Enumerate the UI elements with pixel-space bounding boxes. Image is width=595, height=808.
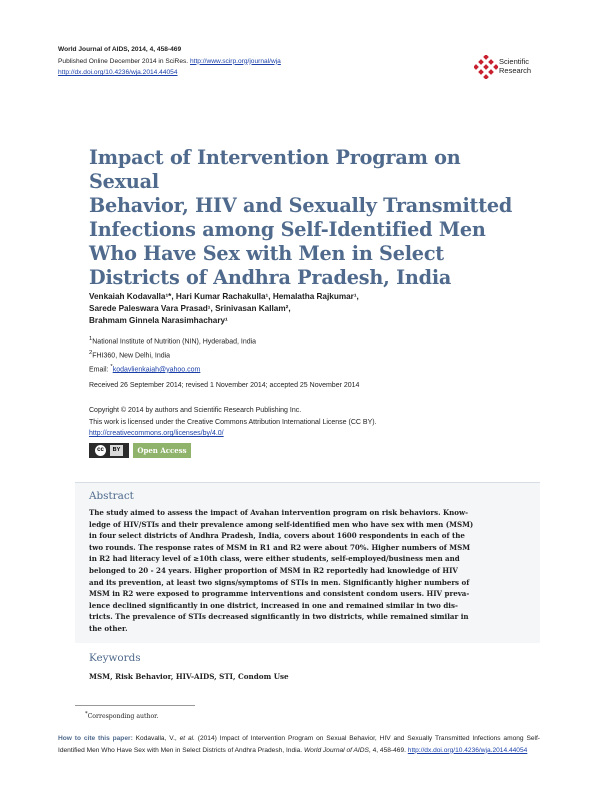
journal-header — [58, 44, 281, 79]
corresponding-author-note: *Corresponding author. — [85, 711, 159, 721]
open-access-badge[interactable]: Open Access — [133, 443, 191, 458]
abstract-heading: Abstract — [89, 490, 134, 502]
citation-label: How to cite this paper: — [58, 735, 133, 742]
received-dates: Received 26 September 2014; revised 1 November 2014; accepted 25 November 2014 — [89, 382, 360, 389]
citation-doi-link[interactable]: http://dx.doi.org/10.4236/wja.2014.44054 — [407, 746, 528, 754]
logo-wordmark: Scientific Research — [499, 57, 532, 75]
keywords-text: MSM, Risk Behavior, HIV-AIDS, STI, Condom Use — [89, 672, 289, 681]
author-list: Venkaiah Kodavalla¹*, Hari Kumar Rachakulla¹, Hemalatha Rajkumar¹, Sarede Paleswara Vara Prasad¹, Srinivasan Kallam², Brahmam Ginnela Narasimhachary¹ — [89, 292, 359, 325]
copyright-block: Copyright © 2014 by authors and Scientific Research Publishing Inc. This work is licensed under the Creative Commons Attribution International License (CC BY). http://creativecommons.org/licenses/by/4.0/ — [89, 407, 377, 437]
footnote-rule — [75, 705, 195, 706]
publication-line: Published Online December 2014 in SciRes. http://www.scirp.org/journal/wja — [58, 57, 281, 65]
citation-block: How to cite this paper: Kodavalla, V., et al. (2014) Impact of Intervention Program on Sexual Behavior, HIV and Sexually Transmitted Infections among Self-Identified Men Who Have Sex with Men in Select Districts of Andhra Pradesh, India. World Journal of AIDS, 4, 458-469. http://dx.doi.org/10.4236/wja.2014.44054 — [58, 735, 540, 754]
email-line: Email: *kodavlienkaiah@yahoo.com — [89, 363, 201, 373]
paper-title: Impact of Intervention Program on Sexual Behavior, HIV and Sexually Transmitted Infections among Self-Identified Men Who Have Sex with Men in Select Districts of Andhra Pradesh, India — [89, 146, 513, 289]
cc-icon: cc — [95, 445, 106, 456]
scientific-research-logo[interactable] — [474, 55, 544, 81]
affiliation-2: $^2$FHI360, New Delhi, India — [89, 349, 171, 360]
cc-by-badge[interactable] — [89, 443, 129, 458]
affiliations — [89, 334, 256, 375]
journal-url-link[interactable]: http://www.scirp.org/journal/wja — [189, 57, 281, 65]
affiliation-1: $^1$National Institute of Nutrition (NIN), Hyderabad, India — [89, 336, 257, 346]
doi-link[interactable]: http://dx.doi.org/10.4236/wja.2014.44054 — [58, 69, 178, 76]
email-link[interactable]: kodavlienkaiah@yahoo.com — [112, 365, 201, 373]
journal-line: World Journal of AIDS, 2014, 4, 458-469 — [58, 46, 182, 53]
license-link[interactable]: http://creativecommons.org/licenses/by/4.0/ — [89, 430, 224, 437]
scirp-logo-icon — [474, 55, 498, 79]
keywords-heading: Keywords — [89, 652, 141, 664]
abstract-text: The study aimed to assess the impact of Avahan intervention program on risk behaviors. Know- ledge of HIV/STIs and their prevalence among self-identified men who have sex with men (MSM) in four select districts of Andhra Pradesh, India, covers about 1600 respondents in each of the two rounds. The response rates of MSM in R1 and R2 were about 70%. Higher numbers of MSM in R2 had literacy level of ≥10th class, were either students, self-employed/business men and belonged to 20 - 24 years. Higher proportion of MSM in R2 reportedly had knowledge of HIV and its prevention, at least two signs/symptoms of STIs in men. Significantly higher numbers of MSM in R2 were exposed to programme interventions and consistent condom users. HIV preva- lence declined significantly in one district, increased in one and remained similar in two dis- tricts. The prevalence of STIs decreased significantly in two districts, while remained similar in the other. — [89, 508, 474, 633]
by-icon: BY — [110, 445, 123, 456]
